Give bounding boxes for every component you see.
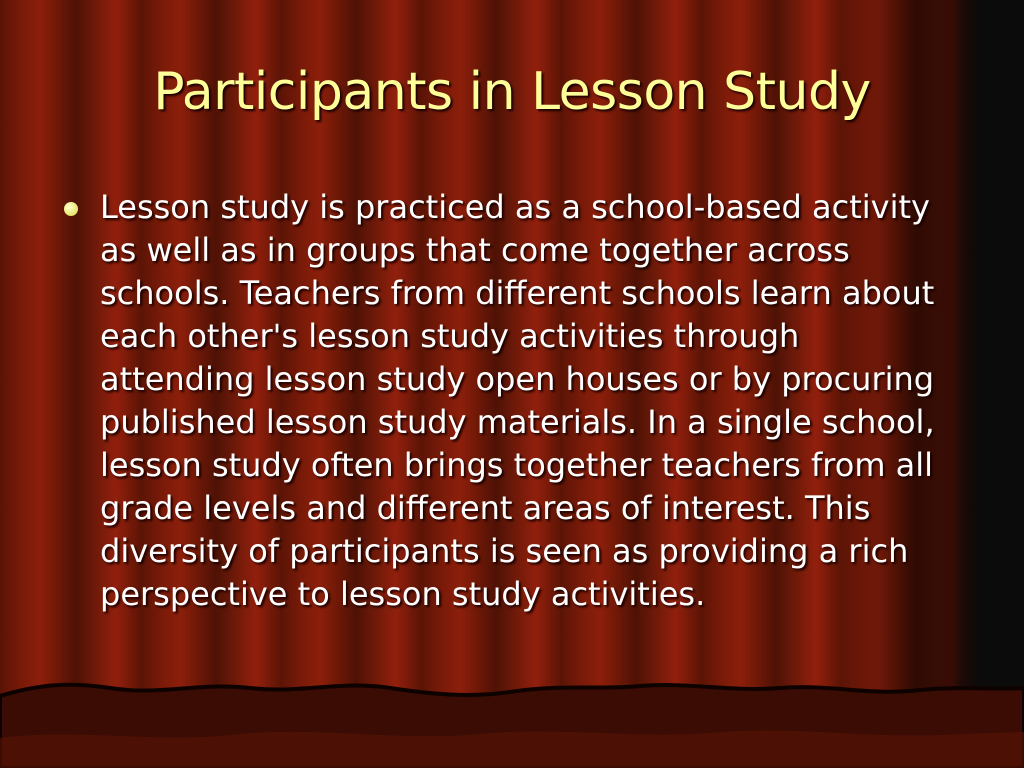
round-bullet-icon (64, 202, 78, 216)
curtain-valance (0, 678, 1024, 768)
bullet-item (64, 186, 944, 616)
bullet-text: Lesson study is practiced as a school-based activity as well as in groups that come together across schools. Teachers from different schools learn about each other's lesson study activities through attending lesson study open houses or by procuring published lesson study materials. In a single school, lesson study often brings together teachers from all grade levels and different areas of interest. This diversity of participants is seen as providing a rich perspective to lesson study activities. (100, 188, 935, 613)
slide-title: Participants in Lesson Study (153, 62, 871, 122)
